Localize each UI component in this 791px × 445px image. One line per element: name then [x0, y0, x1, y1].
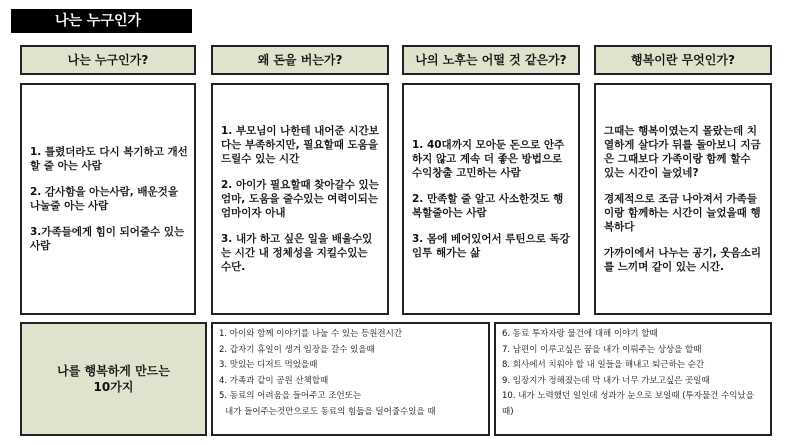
answer-line: 1. 부모님이 나한테 내어준 시간보다는 부족하지만, 필요할때 도움을 드릴수 있는 시간 — [221, 125, 379, 165]
list-item: 1. 아이와 함께 이야기를 나눌 수 있는 등원전시간 — [219, 329, 403, 339]
answer-line: 경제적으로 조금 나아져서 가족들이랑 함께하는 시간이 늘었을때 행복하다 — [604, 193, 761, 233]
list-item-continued: 내가 들어주는것만으로도 동료의 힘듦을 덜어줄수있을 때 — [225, 406, 436, 417]
happiness-list-right — [494, 322, 772, 436]
answer-line: 2. 아이가 필요할때 찾아갈수 있는 엄마, 도움을 줄수있는 여력이되는 엄마이자 아내 — [221, 179, 379, 219]
list-item: 9. 임장지가 정해졌는데 막 내가 너무 가보고싶은 곳일때 — [502, 375, 710, 386]
happiness-list-label — [20, 322, 207, 436]
answer-line: 3.가족들에게 힘이 되어줄수 있는 사람 — [30, 226, 185, 252]
happiness-label-line2: 10가지 — [93, 380, 134, 394]
happiness-list-left — [211, 322, 490, 436]
header-what-is-happiness: 행복이란 무엇인가? — [594, 45, 772, 75]
page-title: 나는 누구인가 — [11, 9, 192, 33]
list-item: 10. 내가 노력했던 일인데 성과가 눈으로 보일때 (투자물건 수익났을때) — [502, 391, 754, 417]
header-who-am-i: 나는 누구인가? — [20, 45, 196, 75]
answer-line: 2. 감사함을 아는사람, 배운것을 나눌줄 아는 사람 — [30, 186, 178, 212]
list-item: 4. 가족과 같이 공원 산책할때 — [219, 375, 329, 386]
header-why-earn-money: 왜 돈을 버는가? — [211, 45, 389, 75]
answer-line: 3. 몸에 베어있어서 루틴으로 독강임투 해가는 삶 — [412, 233, 570, 259]
list-item: 5. 동료의 어려움을 들어주고 조언또는 — [219, 391, 362, 401]
answer-box-who-am-i — [20, 83, 196, 315]
happiness-label-line1: 나를 행복하게 만드는 — [57, 364, 170, 378]
answer-line: 그때는 행복이였는지 몰랐는데 치열하게 살다가 뒤를 돌아보니 지금은 그때보다 가족이랑 함께 할수 있는 시간이 늘었네? — [604, 125, 761, 179]
answer-line: 가까이에서 나누는 공기, 웃음소리를 느끼며 같이 있는 시간. — [604, 247, 761, 273]
list-item: 2. 갑자기 휴일이 생겨 임장을 갈수 있을때 — [219, 344, 375, 355]
list-item: 8. 회사에서 치워야 할 내 일들을 해내고 퇴근하는 순간 — [502, 360, 705, 370]
answer-line: 1. 40대까지 모아둔 돈으로 안주하지 않고 계속 더 좋은 방법으로 수익창출 고민하는 사람 — [412, 139, 565, 179]
answer-line: 3. 내가 하고 싶은 일을 배울수있는 시간 내 정체성을 지킬수있는 수단. — [221, 233, 373, 273]
answer-box-what-is-happiness — [594, 83, 772, 315]
answer-line: 1. 틀렸더라도 다시 복기하고 개선할 줄 아는 사람 — [30, 146, 188, 172]
answer-line: 2. 만족할 줄 알고 사소한것도 행복할줄아는 사람 — [412, 193, 564, 219]
list-item: 7. 남편이 이루고싶은 꿈을 내가 이뤄주는 상상을 할때 — [502, 344, 702, 355]
header-my-retirement: 나의 노후는 어떨 것 같은가? — [402, 45, 580, 75]
answer-box-why-earn-money — [211, 83, 389, 315]
list-item: 3. 맛있는 디저트 먹었을때 — [219, 360, 318, 370]
answer-box-my-retirement — [402, 83, 580, 315]
list-item: 6. 동료 투자자랑 물건에 대해 이야기 할때 — [502, 329, 658, 339]
